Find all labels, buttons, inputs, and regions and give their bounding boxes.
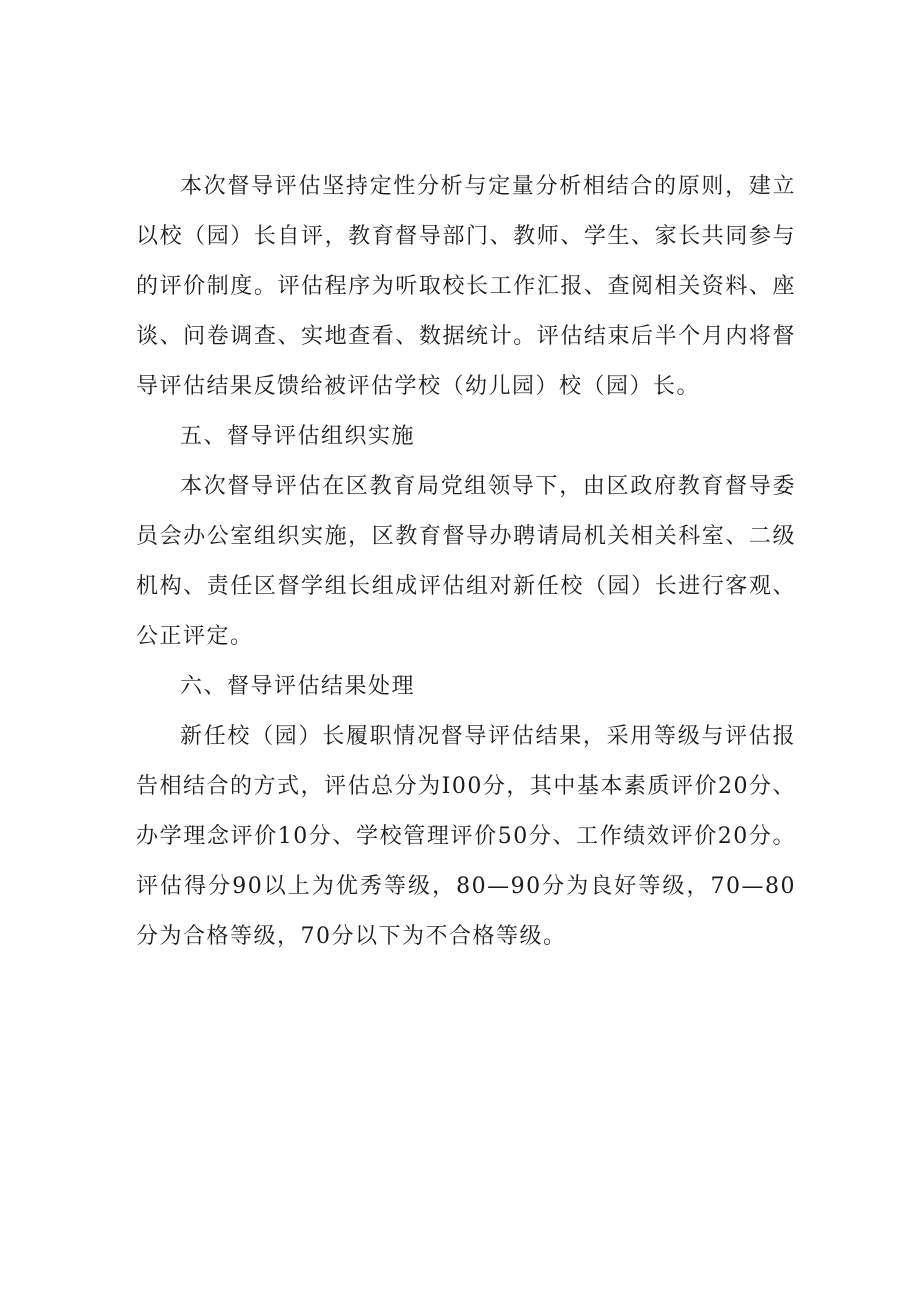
section-heading-results: 六、督导评估结果处理 (180, 674, 416, 699)
section-heading-organization: 五、督导评估组织实施 (180, 424, 416, 449)
paragraph-organization: 本次督导评估在区教育局党组领导下，由区政府教育督导委员会办公室组织实施，区教育督导办聘请局机关相关科室、二级机构、责任区督学组长组成评估组对新任校（园）长进行客观、公正评定。 (136, 474, 796, 649)
paragraph-results: 新任校（园）长履职情况督导评估结果，采用等级与评估报告相结合的方式，评估总分为I00分，其中基本素质评价20分、办学理念评价10分、学校管理评价50分、工作绩效评价20分。评估得分90以上为优秀等级，80—90分为良好等级，70—80分为合格等级，70分以下为不合格等级。 (136, 724, 796, 949)
paragraph-evaluation-principle: 本次督导评估坚持定性分析与定量分析相结合的原则，建立以校（园）长自评，教育督导部门、教师、学生、家长共同参与的评价制度。评估程序为听取校长工作汇报、查阅相关资料、座谈、问卷调查、实地查看、数据统计。评估结束后半个月内将督导评估结果反馈给被评估学校（幼儿园）校（园）长。 (136, 174, 796, 399)
document-body (136, 162, 796, 962)
